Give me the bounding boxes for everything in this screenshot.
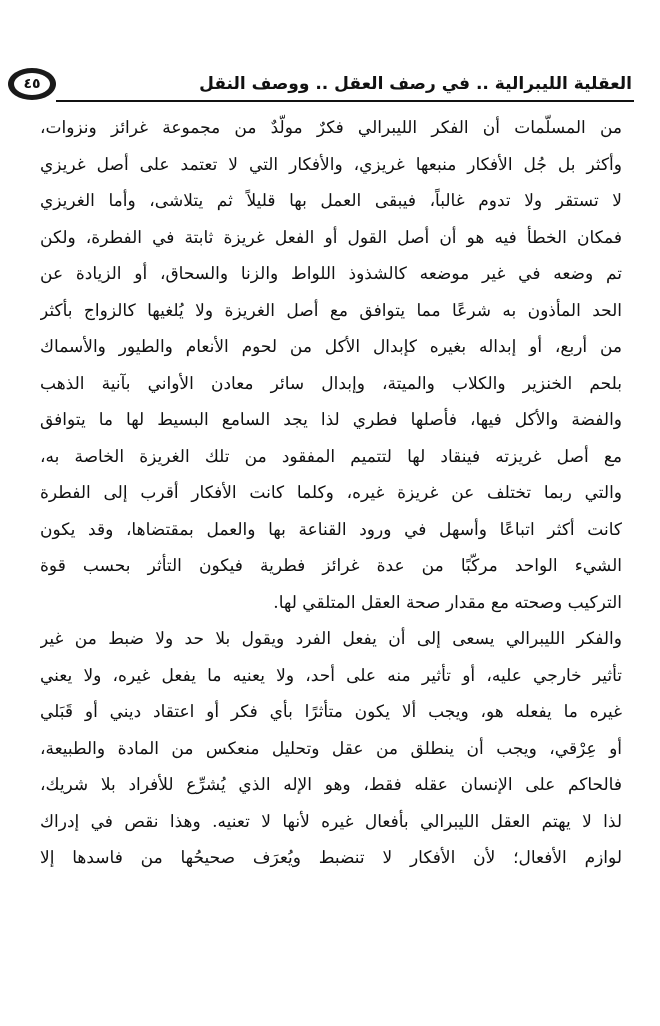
text-line: التركيب وصحته مع مقدار صحة العقل المتلقي لها. — [273, 592, 622, 613]
text-line: من أربع، أو إبداله بغيره كإبدال الأكل من لحوم الأنعام والطيور والأسماك — [40, 337, 622, 357]
text-line: الشيء الواحد مركّبًا من عدة غرائز فطرية فيكون التأثر بحسب قوة — [40, 556, 622, 576]
text-line: لا تستقر ولا تدوم غالباً، فيبقى العمل بها قليلاً ثم يتلاشى، وأما الغريزي — [40, 191, 622, 211]
text-line: كانت أكثر اتباعًا وأسهل في ورود القناعة بها والعمل بمقتضاها، وقد يكون — [40, 519, 622, 540]
text-line: الحد المأذون به شرعًا مما يتوافق مع أصل الغريزة ولا يُلغيها كالزواج بأكثر — [40, 300, 622, 321]
text-line: فمكان الخطأ فيه هو أن أصل القول أو الفعل غريزة ثابتة في الفطرة، ولكن — [40, 227, 622, 248]
text-line: لذا لا يهتم العقل الليبرالي بأفعال غيره لأنها لا تعنيه. وهذا نقص في إدراك — [40, 811, 622, 832]
text-line: مع أصل غريزته فينقاد لها لتتميم المفقود من تلك الغريزة الخاصة به، — [40, 446, 622, 467]
text-line: فالحاكم على الإنسان عقله فقط، وهو الإله الذي يُشرِّع للأفراد بلا شريك، — [40, 775, 622, 795]
text-line: وأكثر بل جُل الأفكار منبعها غريزي، والأفكار التي لا تعتمد على أصل غريزي — [40, 154, 622, 175]
text-line: والتي ربما تختلف عن غريزة غيره، وكلما كانت الأفكار أقرب إلى الفطرة — [40, 483, 622, 503]
text-line: لوازم الأفعال؛ لأن الأفكار لا تنضبط ويُعرَف صحيحُها من فاسدها إلا — [40, 848, 622, 868]
page-number-badge — [8, 68, 56, 100]
body-text — [40, 110, 622, 877]
text-line: أو عِرْقي، ويجب أن ينطلق من عقل وتحليل منعكس من المادة والطبيعة، — [40, 738, 622, 759]
text-line: غيره ما يفعله هو، ويجب ألا يكون متأثرًا بأي فكر أو اعتقاد ديني أو قَبَلي — [40, 702, 622, 722]
page-number: ٤٥ — [14, 73, 50, 95]
text-line: تم وضعه في غير موضعه كالشذوذ اللواط والزنا والسحاق، أو الزيادة عن — [40, 264, 622, 284]
text-line: والفضة والأكل فيها، فأصلها فطري لذا يجد السامع البسيط لها ما يتوافق — [40, 410, 622, 430]
text-line: بلحم الخنزير والكلاب والميتة، وإبدال سائر معادن الأواني بآنية الذهب — [40, 373, 622, 394]
running-title: العقلية الليبرالية .. في رصف العقل .. ووصف النقل — [199, 74, 632, 94]
text-line: والفكر الليبرالي يسعى إلى أن يفعل الفرد ويقول بلا حد ولا ضبط من غير — [40, 629, 622, 649]
text-line: تأثير خارجي عليه، أو تأثير منه على أحد، ولا يعنيه ما يفعل غيره، ولا يعني — [40, 665, 622, 686]
text-line: من المسلّمات أن الفكر الليبرالي فكرٌ مولّدٌ من مجموعة غرائز ونزوات، — [40, 118, 622, 138]
header-rule — [56, 100, 634, 102]
page-header — [8, 66, 640, 106]
